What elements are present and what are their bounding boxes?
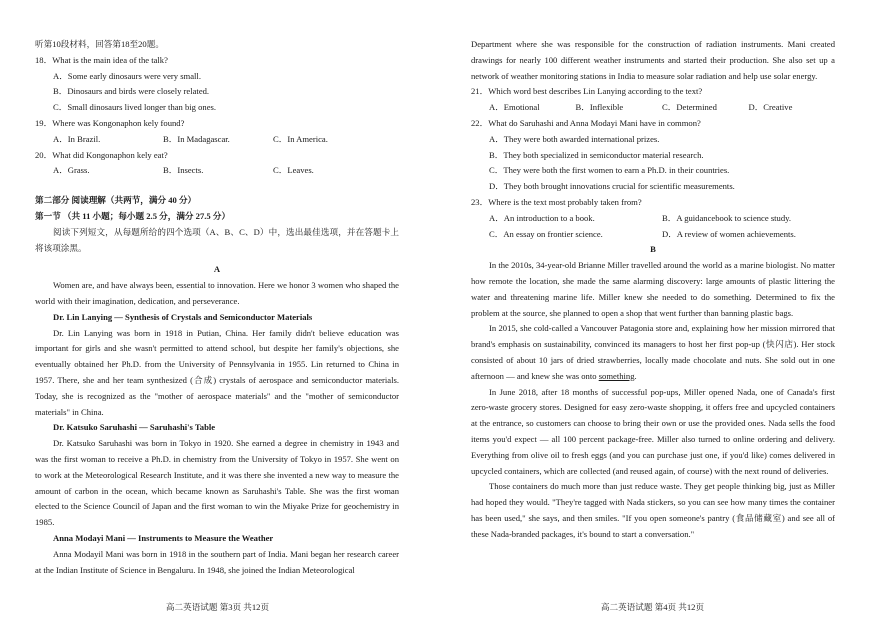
paragraph-2-text: In 2015, she cold-called a Vancouver Patagonia store and, explaining how her mission mirrored that brand's emphasis on sustainability, convinced its managers to host her first pop-up (快闪店). Her stock consisted of about 10 jars of dried strawberries, locally made chocolate and nuts. She sold out in one afternoon — and knew she was onto (471, 323, 835, 381)
part-two-heading: 第二部分 阅读理解（共两节，满分 40 分） (35, 195, 197, 206)
right-column (471, 37, 835, 543)
mani-paragraph: Anna Modayil Mani was born in 1918 in the southern part of India. Mani began her research career at the Indian Institute of Science in Bengaluru. In 1948, she joined the Indian Meteorological (35, 548, 399, 575)
right-page (435, 0, 870, 628)
mani-paragraph-continued: Department where she was responsible for the construction of radiation instruments. Mani created drawings for nearly 100 different weather instruments and started their production. She also set up a network of weather monitoring stations in India to measure solar radiation and help use solar energy. (471, 39, 835, 81)
q18-option-c: C．Small dinosaurs lived longer than big ones. (53, 102, 217, 113)
q23-option-d: D．A review of women achievements. (662, 228, 796, 239)
passage-b-paragraph-4: Those containers do much more than just reduce waste. They get people thinking big, just as Miller had hoped they would. "They're tagged with Nada stickers, so you can see how many times the container has been used," she says, and then smiles. "If you open someone's pantry (食品储藏室) and see all of these Nada-branded packages, it's bound to start a conversation." (471, 481, 835, 539)
reading-instructions: 阅读下列短文，从每题所给的四个选项（A、B、C、D）中，选出最佳选项，并在答题卡上将该项涂黑。 (35, 226, 399, 253)
left-page-footer: 高二英语试题 第3页 共12页 (165, 602, 270, 612)
passage-b-paragraph-3: In June 2018, after 18 months of successful pop-ups, Miller opened Nada, one of Canada's first zero-waste grocery stores. Designed for easy zero-waste shopping, it offers free and upcycled containers at the entrance, so customers can choose to bring their own or use the provided ones. Nada sells the food items you'd expect — all 100 percent package-free. Miller also turned to online ordering and delivery. Everything from olive oil to fresh eggs (and you can purchase just one, if you'd like) comes delivered in upcycled containers, which are collected (and reused again, of course) with the next round of deliveries. (471, 386, 835, 476)
q21-option-b: B．Inflexible (575, 102, 624, 113)
right-page-footer: 高二英语试题 第4页 共12页 (600, 602, 705, 612)
q22-option-c: C．They were both the first women to earn a Ph.D. in their countries. (489, 165, 730, 176)
q22-option-b: B．They both specialized in semiconductor material research. (489, 149, 704, 160)
q19-option-a: A．In Brazil. (53, 133, 101, 144)
q23-option-c: C．An essay on frontier science. (489, 228, 603, 239)
saruhashi-heading: Dr. Katsuko Saruhashi — Saruhashi's Table (53, 422, 216, 433)
question-22: 22．What do Saruhashi and Anna Modayi Mani have in common? (471, 117, 701, 128)
passage-a-intro: Women are, and have always been, essential to innovation. Here we honor 3 women who shaped the world with their imagination, dedication, and perseverance. (35, 280, 399, 306)
q21-option-c: C．Determined (662, 102, 717, 113)
q21-options (471, 100, 835, 116)
q23-option-a: A．An introduction to a book. (489, 212, 595, 223)
question-23: 23．Where is the text most probably taken from? (471, 196, 642, 207)
passage-b-paragraph-2 (471, 321, 835, 384)
passage-b-label: B (650, 244, 656, 255)
section-one-heading: 第一节 （共 11 小题；每小题 2.5 分，满分 27.5 分） (35, 210, 231, 221)
q23-option-b: B．A guidancebook to science study. (662, 212, 792, 223)
q20-option-c: C．Leaves. (273, 165, 314, 176)
q20-options (35, 163, 399, 179)
q23-options-row2 (471, 227, 835, 243)
question-19: 19．Where was Kongonaphon kely found? (35, 117, 185, 128)
q22-option-d: D．They both brought innovations crucial for scientific measurements. (489, 181, 735, 192)
q18-option-a: A．Some early dinosaurs were very small. (53, 70, 201, 81)
q21-option-a: A．Emotional (489, 102, 540, 113)
mani-heading: Anna Modayi Mani — Instruments to Measure the Weather (53, 532, 274, 543)
q21-option-d: D．Creative (748, 102, 793, 113)
q19-option-c: C．In America. (273, 133, 328, 144)
question-21: 21．Which word best describes Lin Lanying according to the text? (471, 86, 703, 97)
lin-lanying-heading: Dr. Lin Lanying — Synthesis of Crystals and Semiconductor Materials (53, 311, 313, 322)
left-column (35, 37, 399, 578)
underlined-word: something (598, 370, 635, 381)
lin-lanying-paragraph: Dr. Lin Lanying was born in 1918 in Putian, China. Her family didn't believe education was important for girls and she wasn't permitted to attend school, but despite her family's objections, she eventually obtained her Ph.D. from the University of Pennsylvania in 1955. Lin returned to China in 1957. There, she and her team synthesized (合成) crystals of aerospace and semiconductor materials. Today, she is recognized as the "mother of aerospace materials" and the "mother of semiconductor materials" in China. (35, 327, 399, 417)
saruhashi-paragraph: Dr. Katsuko Saruhashi was born in Tokyo in 1920. She earned a degree in chemistry in 1943 and was the first woman to receive a Ph.D. in chemistry from the University of Tokyo in 1957. She went on to work at the Meteorological Research Institute, and it was there she invented a new way to measure the amount of carbon in the ocean, which became known as Saruhashi's Table. She was the first woman elected to the Science Council of Japan and the first woman to win the Miyake Prize for geochemistry in 1985. (35, 438, 399, 528)
q18-option-b: B．Dinosaurs and birds were closely related. (53, 86, 210, 97)
q19-option-b: B．In Madagascar. (163, 133, 230, 144)
q22-option-a: A．They were both awarded international prizes. (489, 133, 660, 144)
passage-b-paragraph-1: In the 2010s, 34-year-old Brianne Miller travelled around the world as a marine biologist. No matter how remote the location, she made the same alarming discovery: large amounts of plastic littering the water and threatening marine life. Miller knew she needed to do something. Determined to fix the problem at the source, she planned to open a shop that went further than banning plastic bags. (471, 260, 835, 318)
q19-options (35, 132, 399, 148)
q23-options-row1 (471, 211, 835, 227)
question-20: 20．What did Kongonaphon kely eat? (35, 149, 168, 160)
listening-intro: 听第10段材料，回答第18至20题。 (35, 39, 164, 49)
q20-option-b: B．Insects. (163, 165, 204, 176)
passage-a-label: A (213, 264, 221, 275)
q20-option-a: A．Grass. (53, 165, 90, 176)
paragraph-2-end: . (634, 370, 637, 381)
question-18: 18．What is the main idea of the talk? (35, 54, 168, 65)
